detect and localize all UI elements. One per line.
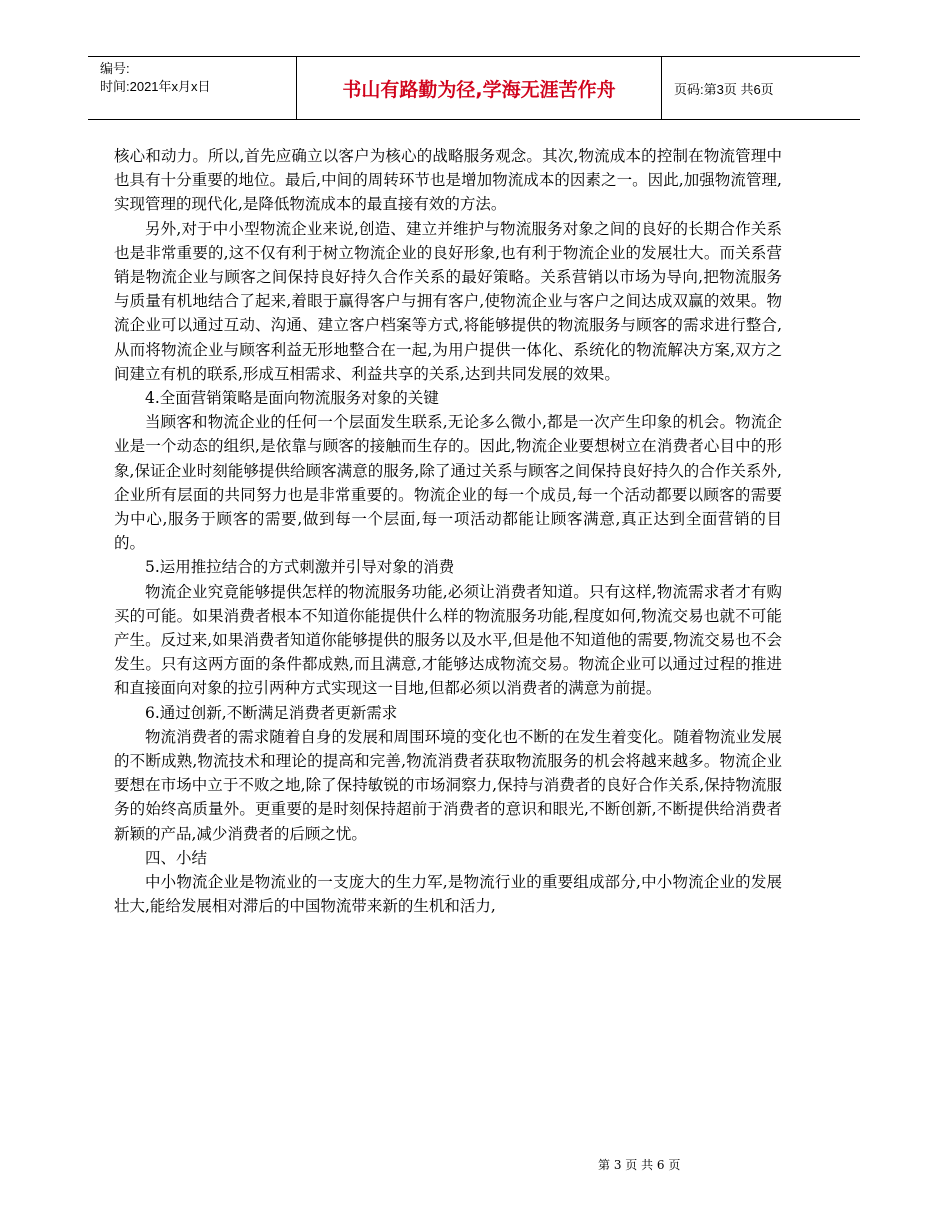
page-footer: 第 3 页 共 6 页 (598, 1158, 681, 1172)
header-page-info: 页码:第3页 共6页 (674, 81, 774, 97)
header-meta (88, 57, 297, 119)
header-slogan: 书山有路勤为径,学海无涯苦作舟 (297, 57, 662, 119)
section-heading: 四、小结 (145, 848, 208, 867)
section-heading: 5.运用推拉结合的方式刺激并引导对象的消费 (145, 558, 455, 577)
paragraph: 另外,对于中小型物流企业来说,创造、建立并维护与物流服务对象之间的良好的长期合作关系也是非常重要的,这不仅有利于树立物流企业的良好形象,也有利于物流企业的发展壮大。而关系营销是物流企业与顾客之间保持良好持久合作关系的最好策略。关系营销以市场为导向,把物流服务与质量有机地结合了起来,着眼于赢得客户与拥有客户,使物流企业与客户之间达成双赢的效果。物流企业可以通过互动、沟通、建立客户档案等方式,将能够提供的物流服务与顾客的需求进行整合,从而将物流企业与顾客利益无形地整合在一起,为用户提供一体化、系统化的物流解决方案,双方之间建立有机的联系,形成互相需求、利益共享的关系,达到共同发展的效果。 (114, 219, 782, 383)
page-header (88, 56, 860, 120)
section-heading: 4.全面营销策略是面向物流服务对象的关键 (145, 389, 439, 408)
paragraph: 当顾客和物流企业的任何一个层面发生联系,无论多么微小,都是一次产生印象的机会。物流企业是一个动态的组织,是依靠与顾客的接触而生存的。因此,物流企业要想树立在消费者心目中的形象,保证企业时刻能够提供给顾客满意的服务,除了通过关系与顾客之间保持良好持久的合作关系外,企业所有层面的共同努力也是非常重要的。物流企业的每一个成员,每一个活动都要以顾客的需要为中心,服务于顾客的需要,做到每一个层面,每一项活动都能让顾客满意,真正达到全面营销的目的。 (114, 413, 782, 553)
paragraph: 物流企业究竟能够提供怎样的物流服务功能,必须让消费者知道。只有这样,物流需求者才有购买的可能。如果消费者根本不知道你能提供什么样的物流服务功能,程度如何,物流交易也就不可能产生。反过来,如果消费者知道你能够提供的服务以及水平,但是他不知道他的需要,物流交易也不会发生。只有这两方面的条件都成熟,而且满意,才能够达成物流交易。物流企业可以通过过程的推进和直接面向对象的拉引两种方式实现这一目地,但都必须以消费者的满意为前提。 (114, 582, 782, 698)
paragraph: 物流消费者的需求随着自身的发展和周围环境的变化也不断的在发生着变化。随着物流业发展的不断成熟,物流技术和理论的提高和完善,物流消费者获取物流服务的机会将越来越多。物流企业要想在市场中立于不败之地,除了保持敏锐的市场洞察力,保持与消费者的良好合作关系,保持物流服务的始终高质量外。更重要的是时刻保持超前于消费者的意识和眼光,不断创新,不断提供给消费者新颖的产品,减少消费者的后顾之忧。 (114, 727, 782, 843)
document-body (114, 144, 782, 919)
paragraph: 中小物流企业是物流业的一支庞大的生力军,是物流行业的重要组成部分,中小物流企业的发展壮大,能给发展相对滞后的中国物流带来新的生机和活力, (114, 873, 782, 916)
section-heading: 6.通过创新,不断满足消费者更新需求 (145, 703, 398, 722)
paragraph-continuation: 核心和动力。所以,首先应确立以客户为核心的战略服务观念。其次,物流成本的控制在物流管理中也具有十分重要的地位。最后,中间的周转环节也是增加物流成本的因素之一。因此,加强物流管理,实现管理的现代化,是降低物流成本的最直接有效的方法。 (114, 147, 782, 214)
document-date: 时间:2021年x月x日 (100, 79, 211, 94)
document-number-label: 编号: (100, 61, 130, 76)
